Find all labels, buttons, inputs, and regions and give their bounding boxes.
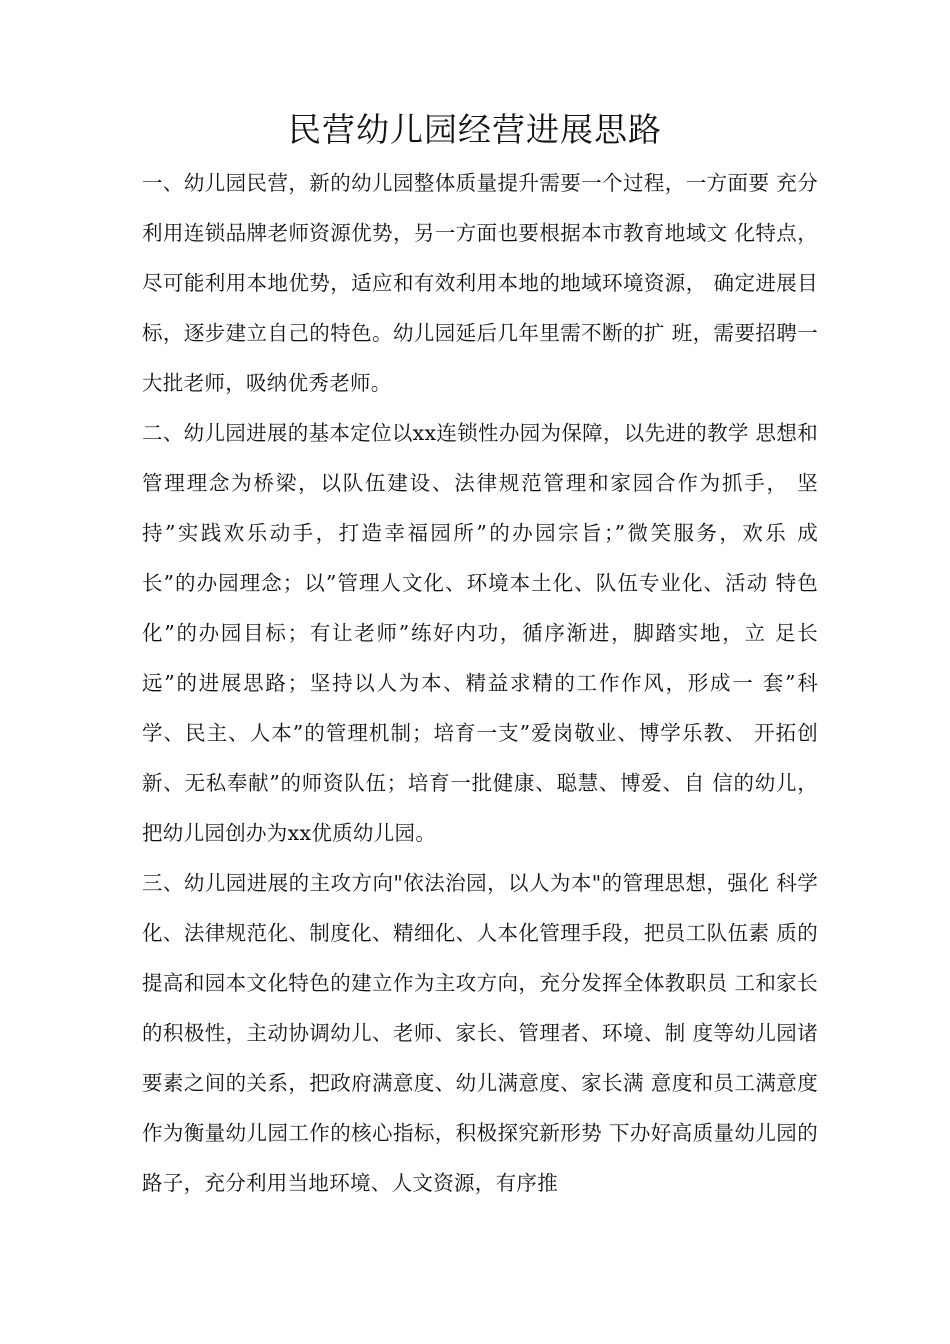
paragraph-2-line-8: 新、无私奉献”的师资队伍；培育一批健康、聪慧、博爱、自 信的幼儿， xyxy=(142,771,818,795)
paragraph-1-line-4: 标，逐步建立自己的特色。幼儿园延后几年里需不断的扩 班，需要招聘一 xyxy=(142,321,818,345)
paragraph-2-line-9: 把幼儿园创办为xx优质幼儿园。 xyxy=(142,821,437,845)
paragraph-3-line-7: 路子，充分利用当地环境、人文资源，有序推 xyxy=(142,1171,558,1195)
paragraph-3-line-4: 的积极性，主动协调幼儿、老师、家长、管理者、环境、制 度等幼儿园诸 xyxy=(142,1021,818,1045)
paragraph-1-line-3: 尽可能利用本地优势，适应和有效利用本地的地域环境资源， 确定进展目 xyxy=(142,271,818,295)
paragraph-2-line-3: 持”实践欢乐动手，打造幸福园所”的办园宗旨；”微笑服务，欢乐 成 xyxy=(142,521,818,545)
paragraph-2-line-4: 长”的办园理念；以”管理人文化、环境本土化、队伍专业化、活动 特色 xyxy=(142,571,818,595)
paragraph-2-line-7: 学、民主、人本”的管理机制；培育一支”爱岗敬业、博学乐教、 开拓创 xyxy=(142,721,818,745)
paragraph-3-line-6: 作为衡量幼儿园工作的核心指标，积极探究新形势 下办好高质量幼儿园的 xyxy=(142,1121,818,1145)
paragraph-3-line-2: 化、法律规范化、制度化、精细化、人本化管理手段，把员工队伍素 质的 xyxy=(142,921,818,945)
paragraph-2-line-6: 远”的进展思路；坚持以人为本、精益求精的工作作风，形成一 套”科 xyxy=(142,671,818,695)
paragraph-3-line-1: 三、幼儿园进展的主攻方向"依法治园，以人为本"的管理思想，强化 科学 xyxy=(142,871,818,895)
paragraph-3-line-3: 提高和园本文化特色的建立作为主攻方向，充分发挥全体教职员 工和家长 xyxy=(142,971,818,995)
paragraph-1-line-1: 一、幼儿园民营，新的幼儿园整体质量提升需要一个过程，一方面要 充分 xyxy=(142,171,818,195)
paragraph-3-line-5: 要素之间的关系，把政府满意度、幼儿满意度、家长满 意度和员工满意度 xyxy=(142,1071,818,1095)
paragraph-2-line-5: 化”的办园目标；有让老师”练好内功，循序渐进，脚踏实地，立 足长 xyxy=(142,621,818,645)
paragraph-2-line-2: 管理理念为桥梁，以队伍建设、法律规范管理和家园合作为抓手， 坚 xyxy=(142,471,818,495)
paragraph-2-line-1: 二、幼儿园进展的基本定位以xx连锁性办园为保障，以先进的教学 思想和 xyxy=(142,421,818,445)
paragraph-1-line-2: 利用连锁品牌老师资源优势，另一方面也要根据本市教育地域文 化特点， xyxy=(142,221,818,245)
document-title: 民营幼儿园经营进展思路 xyxy=(288,110,662,149)
paragraph-1-line-5: 大批老师，吸纳优秀老师。 xyxy=(142,371,392,395)
